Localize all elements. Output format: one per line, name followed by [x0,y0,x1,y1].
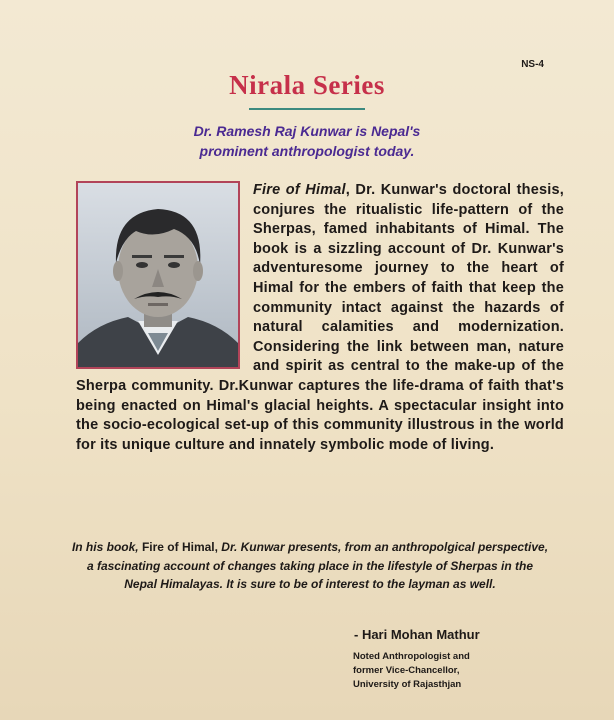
credential-line-3: University of Rajasthjan [353,679,462,690]
book-description [76,181,564,455]
description-text: , Dr. Kunwar's doctoral thesis, conjures the ritualistic life-pattern of the Sherpas, famed inhabitants of Himal. The book is a sizzling account of Dr. Kunwar's adventuresome journey to the heart of Himal for the embers of faith that keep the community intact against the hazards of natural calamities and modernization. Considering the link between man, nature and spirit as central to the make-up of the Sherpa community. Dr.Kunwar captures the life-drama of faith that's being enacted on Himal's glacial heights. A spectacular insight into the socio-ecological set-up of this community illustrous in the world for its unique culture and innately symbolic mode of living. [76,182,564,453]
credential-line-2: former Vice-Chancellor, [353,665,460,676]
series-code: NS-4 [521,59,544,70]
title-rule [249,108,365,110]
book-title-italic: Fire of Himal [253,182,346,198]
quote-book-title: Fire of Himal, [141,540,218,554]
quote-part-2: Dr. Kunwar presents, from an anthropolgical perspective, a fascinating account of changes taking place in the lifestyle of Sherpas in the Nepal Himalayas. It is sure to be of interest to the layman as well. [86,540,549,591]
photo-spacer [76,181,253,371]
review-quote [70,538,550,594]
series-title: Nirala Series [229,70,385,100]
tagline-line-2: prominent anthropologist today. [199,143,415,159]
quote-part-1: In his book, [71,540,142,554]
reviewer-name: - Hari Mohan Mathur [354,627,480,642]
reviewer-credentials [353,650,470,692]
tagline [0,121,614,161]
credential-line-1: Noted Anthropologist and [353,651,470,662]
tagline-line-1: Dr. Ramesh Raj Kunwar is Nepal's [193,123,421,139]
